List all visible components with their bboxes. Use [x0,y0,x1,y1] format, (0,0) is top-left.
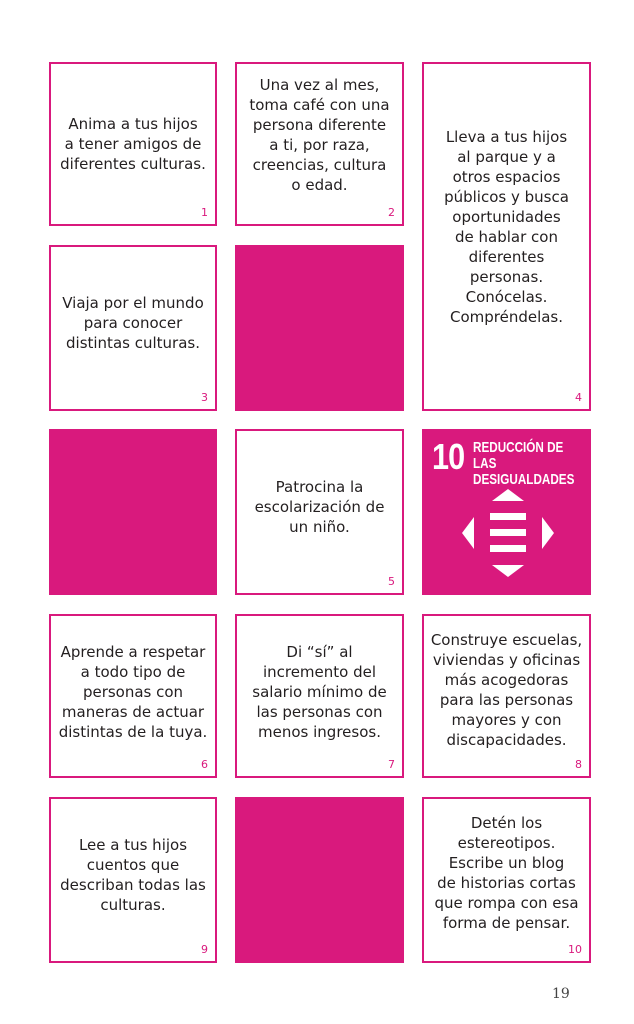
tip-text: Una vez al mes, toma café con una persona diferente a ti, por raza, creencias, cultura o edad. [249,76,390,194]
tip-number: 3 [201,391,208,404]
tip-number: 1 [201,206,208,219]
magenta-block [49,429,217,595]
tip-number: 7 [388,758,395,771]
tip-card-6 [49,614,217,778]
tip-text: Lee a tus hijos cuentos que describan todas las culturas. [60,836,206,914]
tip-number: 2 [388,206,395,219]
tip-card-8 [422,614,591,778]
tip-text: Anima a tus hijos a tener amigos de diferentes culturas. [60,115,206,173]
tip-number: 9 [201,943,208,956]
tip-text: Aprende a respetar a todo tipo de personas con maneras de actuar distintas de la tuya. [58,643,208,741]
tip-card-4 [422,62,591,411]
sdg-title: REDUCCIÓN DE LAS DESIGUALDADES [473,439,575,488]
magenta-block [235,797,404,963]
tip-text: Viaja por el mundo para conocer distintas culturas. [62,294,204,352]
tip-card-3 [49,245,217,411]
tip-number: 6 [201,758,208,771]
tip-number: 8 [575,758,582,771]
tip-text: Lleva a tus hijos al parque y a otros espacios públicos y busca oportunidades de hablar con diferentes personas. Conócelas. Compréndelas. [444,127,569,326]
tip-number: 5 [388,575,395,588]
magenta-block [235,245,404,411]
tip-text: Di “sí” al incremento del salario mínimo de las personas con menos ingresos. [252,643,387,741]
tip-text: Detén los estereotipos. Escribe un blog de historias cortas que rompa con esa forma de pensar. [434,814,579,932]
tip-card-5 [235,429,404,595]
tip-card-10 [422,797,591,963]
equality-arrows-icon [458,487,558,579]
tip-card-1 [49,62,217,226]
page-number: 19 [552,986,570,1002]
tip-card-7 [235,614,404,778]
tip-text: Patrocina la escolarización de un niño. [254,478,385,536]
tip-text: Construye escuelas, viviendas y oficinas más acogedoras para las personas mayores y con discapacidades. [430,631,583,749]
tip-card-9 [49,797,217,963]
tip-number: 4 [575,391,582,404]
sdg-number: 10 [432,436,465,477]
sdg-10-badge [422,429,591,595]
tip-number: 10 [568,943,582,956]
tip-card-2 [235,62,404,226]
